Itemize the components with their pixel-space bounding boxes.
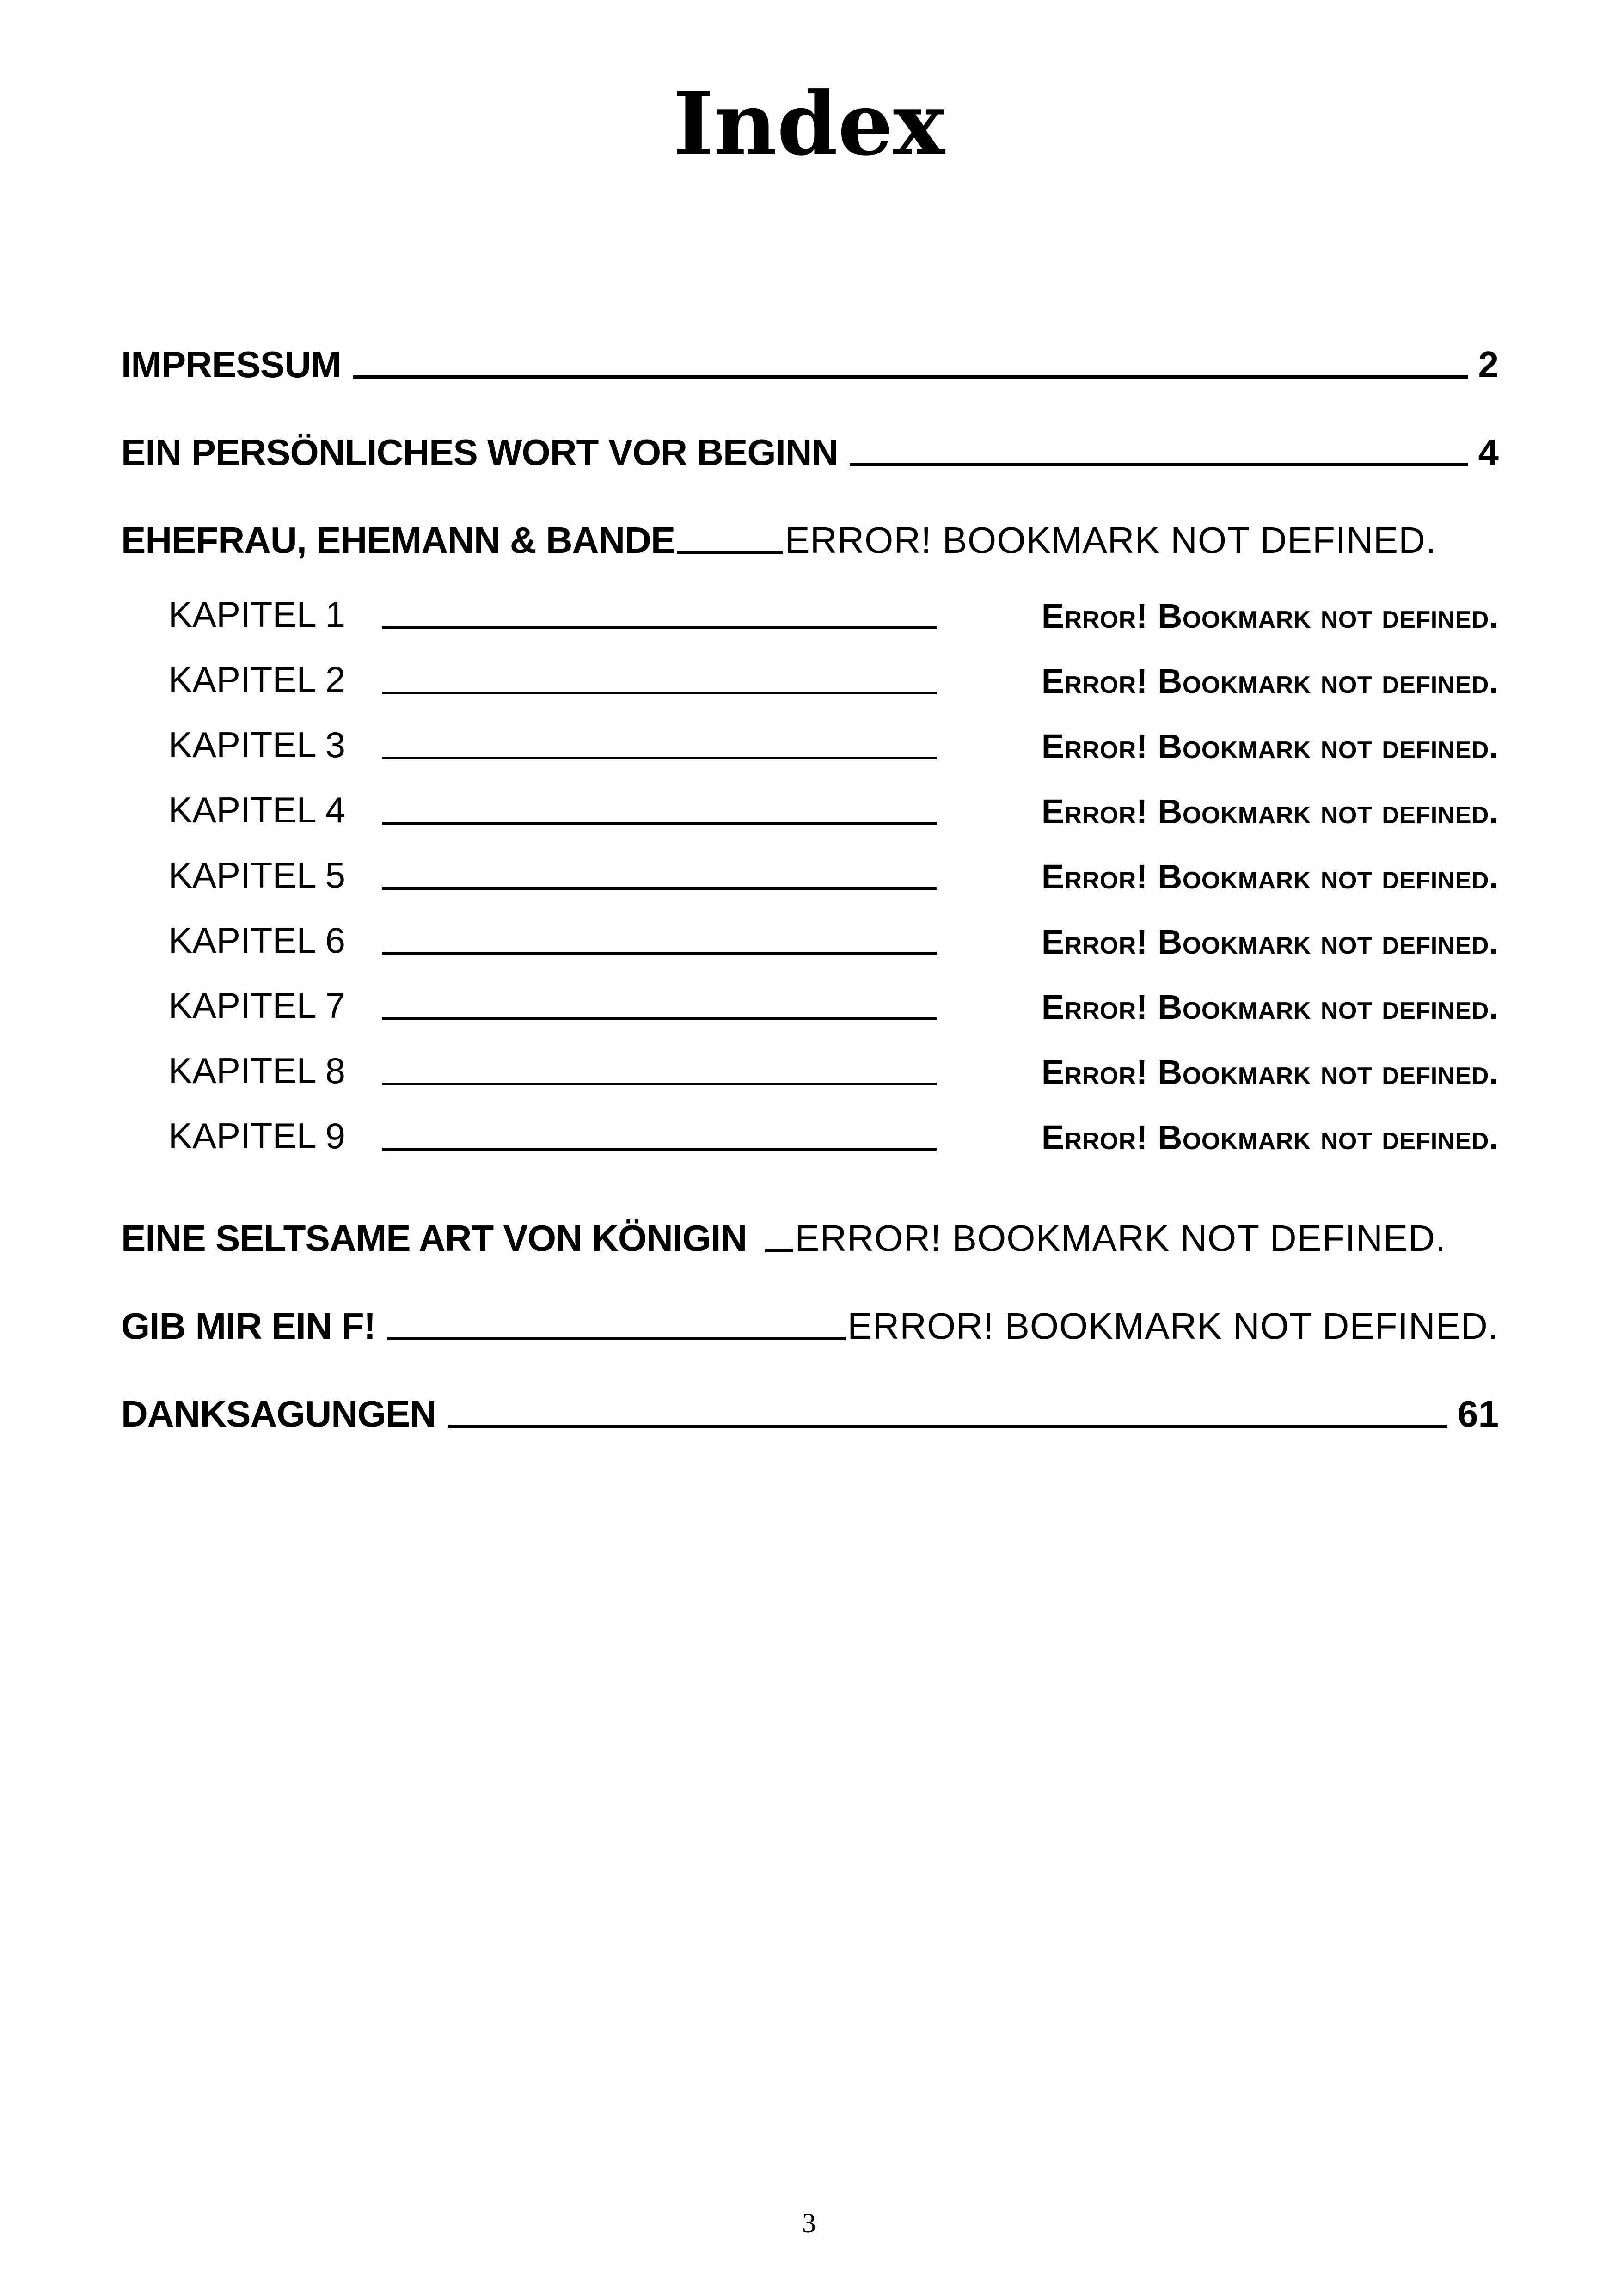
toc-leader-line: [387, 1337, 846, 1340]
toc-subentry-kapitel-9[interactable]: [168, 1106, 1499, 1157]
toc-leader-line: [382, 1017, 937, 1020]
toc-entry-persoenliches-wort[interactable]: [121, 418, 1499, 474]
toc-entry-seltsame-koenigin[interactable]: [121, 1204, 1499, 1260]
toc-subentry-kapitel-4[interactable]: [168, 780, 1499, 831]
toc-subentry-kapitel-8[interactable]: [168, 1041, 1499, 1092]
toc-subentry-label: KAPITEL 9: [168, 1115, 345, 1156]
toc-subentry-label: KAPITEL 2: [168, 659, 345, 700]
toc-entry-label: GIB MIR EIN F!: [121, 1305, 376, 1347]
page-number: 3: [802, 2208, 816, 2238]
toc-subentry-label: KAPITEL 1: [168, 594, 345, 635]
toc-entry-label: EHEFRAU, EHEMANN & BANDE: [121, 520, 675, 561]
toc-subentry-label: KAPITEL 6: [168, 920, 345, 961]
toc-entry-label: IMPRESSUM: [121, 344, 341, 385]
toc-subentry-kapitel-2[interactable]: [168, 650, 1499, 701]
toc-leader-line: [677, 551, 783, 554]
toc-subentry-label: KAPITEL 5: [168, 855, 345, 895]
toc-subentry-kapitel-3[interactable]: [168, 715, 1499, 766]
page-title: Index: [673, 73, 945, 175]
toc-entry-label: EIN PERSÖNLICHES WORT VOR BEGINN: [121, 432, 838, 473]
toc-subentry-kapitel-1[interactable]: [168, 585, 1499, 636]
toc-subentry-error: Error! Bookmark not defined.: [1041, 1118, 1499, 1157]
toc-entry-page: 4: [1478, 432, 1499, 473]
toc-entry-page: 61: [1458, 1393, 1499, 1434]
toc-subentry-error: Error! Bookmark not defined.: [1041, 792, 1499, 831]
toc-subentry-label: KAPITEL 4: [168, 790, 345, 830]
toc-entry-label: DANKSAGUNGEN: [121, 1393, 436, 1434]
toc-subentry-label: KAPITEL 8: [168, 1050, 345, 1091]
toc-entry-ehefrau-ehemann-bande[interactable]: [121, 506, 1499, 562]
toc-entry-gib-mir-ein-f[interactable]: [121, 1292, 1499, 1347]
toc-leader-line: [382, 757, 937, 759]
toc-entry-error: ERROR! BOOKMARK NOT DEFINED.: [785, 520, 1437, 561]
toc-entry-error: ERROR! BOOKMARK NOT DEFINED.: [795, 1218, 1446, 1259]
toc-leader-line: [382, 692, 937, 694]
toc-subentry-error: Error! Bookmark not defined.: [1041, 597, 1499, 635]
toc-leader-line: [382, 822, 937, 825]
toc-leader-line: [382, 626, 937, 629]
toc-subentry-label: KAPITEL 3: [168, 724, 345, 765]
toc-subentry-kapitel-6[interactable]: [168, 911, 1499, 961]
toc-subentry-error: Error! Bookmark not defined.: [1041, 1053, 1499, 1091]
toc-entry-page: 2: [1478, 344, 1499, 385]
toc-subentry-error: Error! Bookmark not defined.: [1041, 857, 1499, 896]
toc-leader-line: [448, 1425, 1447, 1428]
toc-entry-error: ERROR! BOOKMARK NOT DEFINED.: [847, 1305, 1499, 1347]
toc-leader-line: [382, 1148, 937, 1151]
toc-leader-line: [765, 1249, 793, 1252]
toc-leader-line: [353, 375, 1468, 379]
toc-subentry-error: Error! Bookmark not defined.: [1041, 727, 1499, 765]
toc-leader-line: [382, 952, 937, 955]
toc-leader-line: [382, 887, 937, 890]
toc-subentry-error: Error! Bookmark not defined.: [1041, 988, 1499, 1026]
toc-subentry-kapitel-7[interactable]: [168, 976, 1499, 1027]
toc-leader-line: [850, 463, 1468, 466]
toc-leader-line: [382, 1083, 937, 1085]
toc-subentry-kapitel-5[interactable]: [168, 845, 1499, 896]
toc-entry-danksagungen[interactable]: [121, 1380, 1499, 1435]
toc-subentry-error: Error! Bookmark not defined.: [1041, 923, 1499, 961]
toc-subentry-label: KAPITEL 7: [168, 985, 345, 1026]
toc-entry-impressum[interactable]: [121, 331, 1499, 386]
toc-subentry-error: Error! Bookmark not defined.: [1041, 662, 1499, 700]
toc-entry-label: EINE SELTSAME ART VON KÖNIGIN: [121, 1218, 747, 1259]
